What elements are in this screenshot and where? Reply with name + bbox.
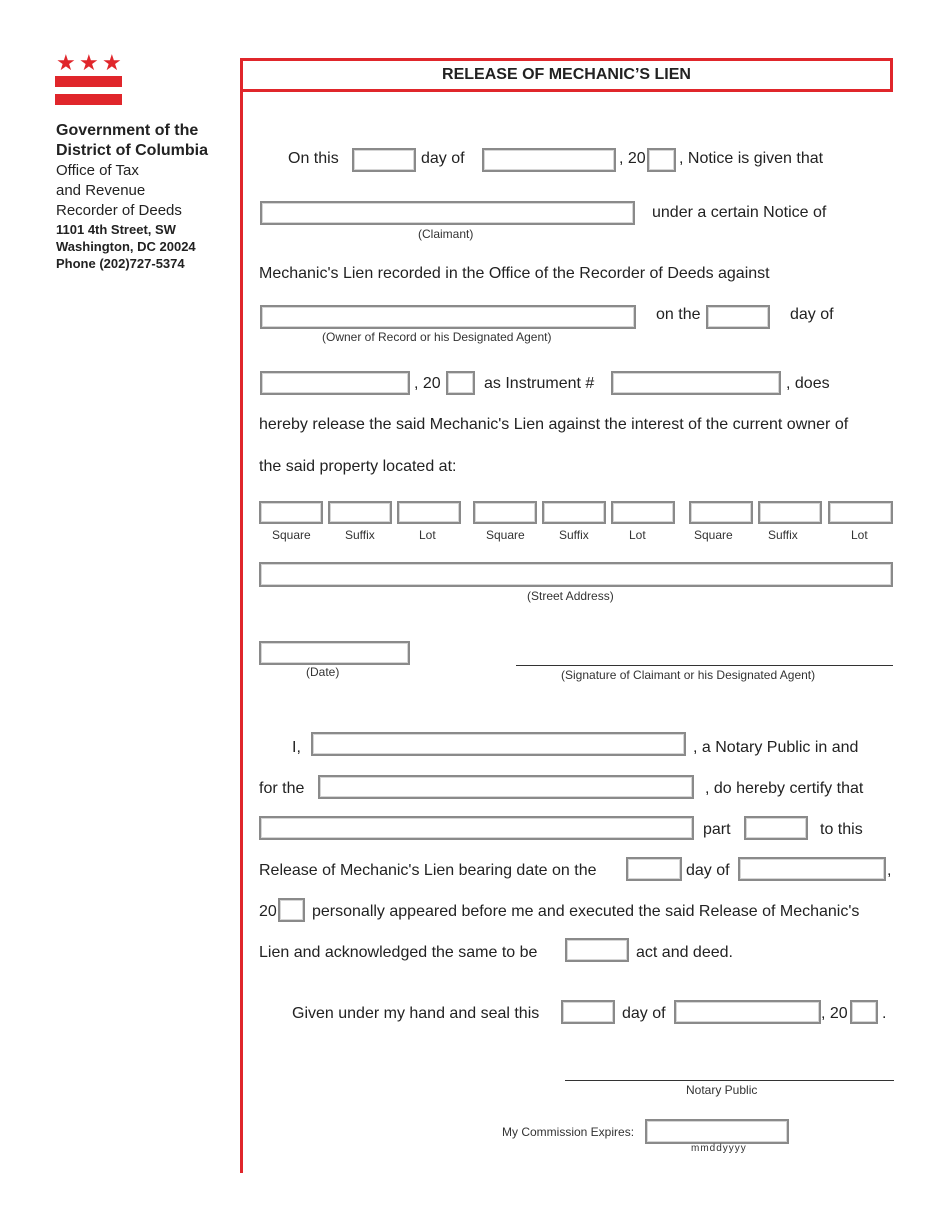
lot-field-3[interactable] <box>828 501 893 524</box>
party-designation-field[interactable] <box>744 816 808 840</box>
day-of-text: day of <box>686 862 730 879</box>
notary-public-label: Notary Public <box>686 1083 758 1097</box>
for-the-text: for the <box>259 780 305 797</box>
comma-text: , <box>887 862 892 879</box>
gov-line2: District of Columbia <box>56 142 209 159</box>
commission-label: My Commission Expires: <box>502 1125 635 1139</box>
office-line2: and Revenue <box>56 182 146 199</box>
given-text: Given under my hand and seal this <box>292 1005 540 1022</box>
bearing-month-field[interactable] <box>738 857 886 881</box>
star-icon: ★ <box>56 50 76 75</box>
square-field-1[interactable] <box>259 501 323 524</box>
suffix-label: Suffix <box>768 528 798 542</box>
act-and-deed-text: act and deed. <box>636 944 733 961</box>
commission-expires-field[interactable] <box>645 1119 789 1144</box>
street-address-field[interactable] <box>259 562 893 587</box>
certify-text: , do hereby certify that <box>705 780 864 797</box>
signature-label: (Signature of Claimant or his Designated Agent) <box>561 668 816 682</box>
left-margin-rule <box>240 58 243 1173</box>
square-field-3[interactable] <box>689 501 753 524</box>
lot-field-2[interactable] <box>611 501 675 524</box>
owner-label: (Owner of Record or his Designated Agent) <box>322 330 552 344</box>
acknowledged-text: Lien and acknowledged the same to be <box>259 944 538 961</box>
comma-20-text: , 20 <box>414 375 441 392</box>
office-line1: Office of Tax <box>56 162 139 179</box>
notary-public-text: , a Notary Public in and <box>693 739 859 756</box>
day-of-text: day of <box>421 150 465 167</box>
day-of-text: day of <box>790 306 834 323</box>
bearing-date-text: Release of Mechanic's Lien bearing date on the <box>259 862 597 879</box>
recorded-year-field[interactable] <box>446 371 475 395</box>
given-day-field[interactable] <box>561 1000 615 1024</box>
suffix-label: Suffix <box>345 528 375 542</box>
square-field-2[interactable] <box>473 501 537 524</box>
address-line1: 1101 4th Street, SW <box>56 222 176 237</box>
commission-hint: mmddyyyy <box>691 1143 747 1154</box>
party-name-field[interactable] <box>259 816 694 840</box>
suffix-label: Suffix <box>559 528 589 542</box>
bearing-year-field[interactable] <box>278 898 305 922</box>
date-label: (Date) <box>306 665 340 679</box>
suffix-field-3[interactable] <box>758 501 822 524</box>
part-text: part <box>703 821 731 838</box>
release-text: hereby release the said Mechanic's Lien against the interest of the current owner of <box>259 416 849 433</box>
street-address-label: (Street Address) <box>527 589 614 603</box>
claimant-field[interactable] <box>260 201 635 225</box>
on-the-text: on the <box>656 306 701 323</box>
day-field[interactable] <box>352 148 416 172</box>
lot-label: Lot <box>629 528 646 542</box>
office-line3: Recorder of Deeds <box>56 202 182 219</box>
notice-text: , Notice is given that <box>679 150 824 167</box>
office-info <box>56 121 236 272</box>
i-text: I, <box>292 739 301 756</box>
year-field[interactable] <box>647 148 676 172</box>
recorded-text: Mechanic's Lien recorded in the Office of the Recorder of Deeds against <box>259 265 770 282</box>
bearing-day-field[interactable] <box>626 857 682 881</box>
address-line2: Washington, DC 20024 <box>56 239 196 254</box>
day-of-text: day of <box>622 1005 666 1022</box>
given-year-field[interactable] <box>850 1000 878 1024</box>
lot-label: Lot <box>851 528 868 542</box>
square-label: Square <box>486 528 525 542</box>
recorded-month-field[interactable] <box>260 371 410 395</box>
square-label: Square <box>272 528 311 542</box>
twenty-text: 20 <box>259 903 277 920</box>
lot-field-1[interactable] <box>397 501 461 524</box>
under-notice-text: under a certain Notice of <box>652 204 827 221</box>
square-label: Square <box>694 528 733 542</box>
phone: Phone (202)727-5374 <box>56 256 185 271</box>
does-text: , does <box>786 375 830 392</box>
form-title: RELEASE OF MECHANIC’S LIEN <box>442 66 691 83</box>
star-icon: ★ <box>102 50 122 75</box>
notary-name-field[interactable] <box>311 732 686 756</box>
pronoun-field[interactable] <box>565 938 629 962</box>
date-field[interactable] <box>259 641 410 665</box>
notary-signature-line[interactable] <box>565 1080 894 1081</box>
instrument-number-field[interactable] <box>611 371 781 395</box>
period-text: . <box>882 1005 887 1022</box>
claimant-signature-line[interactable] <box>516 665 893 666</box>
appeared-text: personally appeared before me and executed the said Release of Mechanic's <box>312 903 860 920</box>
claimant-label: (Claimant) <box>418 227 474 241</box>
comma-20-text: , 20 <box>619 150 646 167</box>
property-text: the said property located at: <box>259 458 457 475</box>
lot-label: Lot <box>419 528 436 542</box>
comma-20-text: , 20 <box>821 1005 848 1022</box>
on-this-text: On this <box>288 150 339 167</box>
flag-bar <box>55 94 122 105</box>
gov-line1: Government of the <box>56 122 199 139</box>
suffix-field-2[interactable] <box>542 501 606 524</box>
given-month-field[interactable] <box>674 1000 821 1024</box>
owner-field[interactable] <box>260 305 636 329</box>
recorded-day-field[interactable] <box>706 305 770 329</box>
star-icon: ★ <box>79 50 99 75</box>
to-this-text: to this <box>820 821 863 838</box>
flag-bar <box>55 76 122 87</box>
jurisdiction-field[interactable] <box>318 775 694 799</box>
instrument-text: as Instrument # <box>484 375 595 392</box>
suffix-field-1[interactable] <box>328 501 392 524</box>
dc-flag-stars-bars-icon <box>55 52 123 106</box>
month-field[interactable] <box>482 148 616 172</box>
